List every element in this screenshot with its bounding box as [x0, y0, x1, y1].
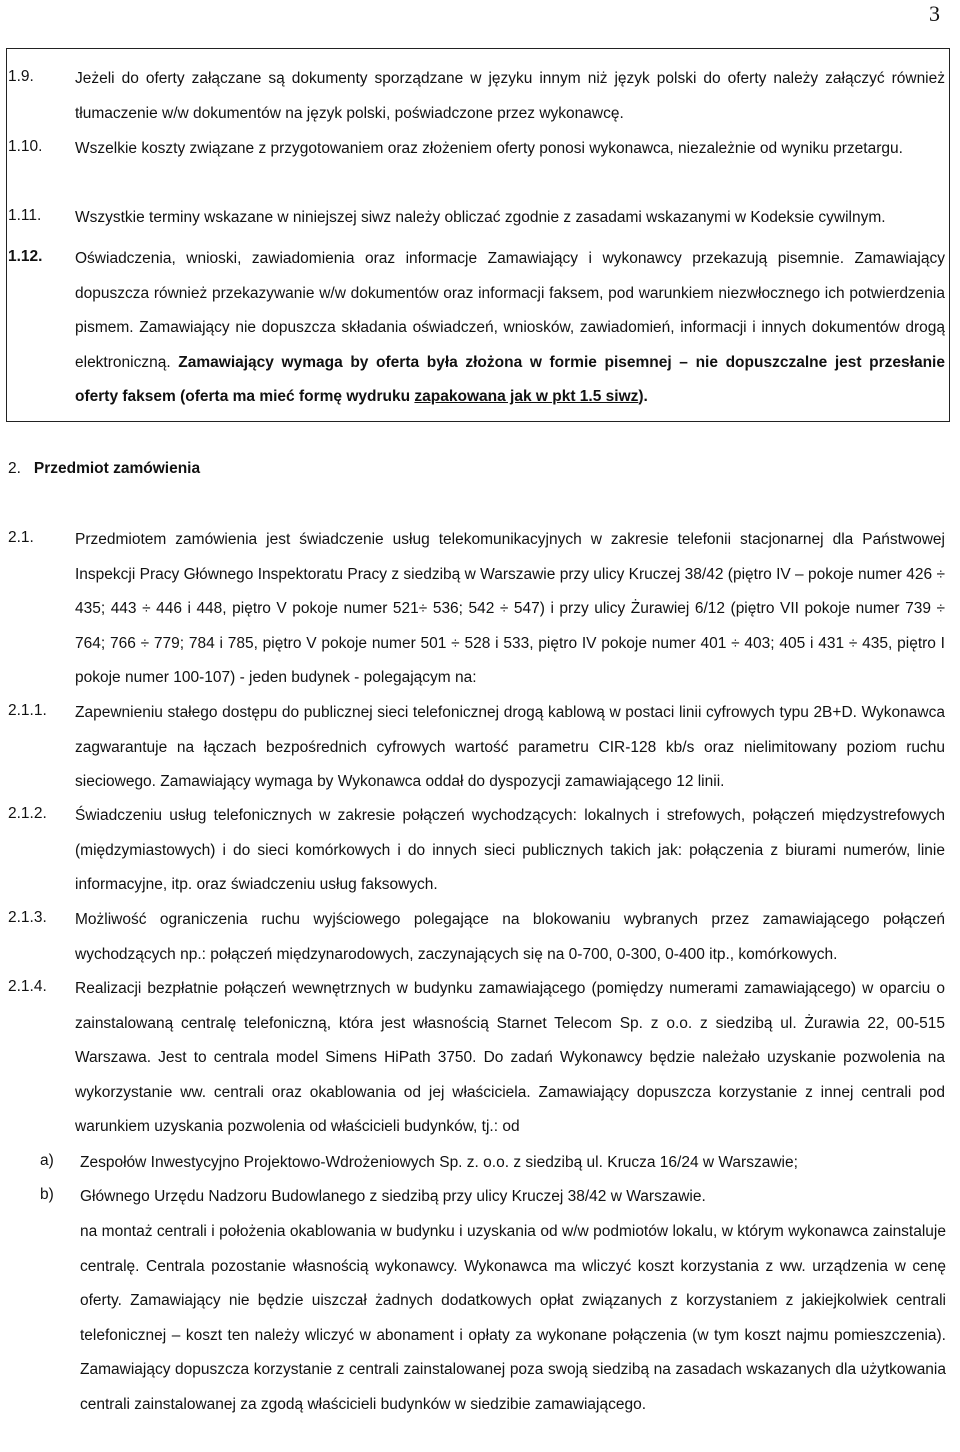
item-number: 2.1.3.: [8, 909, 47, 926]
item-text: Realizacji bezpłatnie połączeń wewnętrznych w budynku zamawiającego (pomiędzy numerami zamawiającego) w oparciu o zainstalowaną centralę telefoniczną, która jest własnością Starnet Telecom Sp. z o.o. z siedzibą ul. Żurawia 22, 00-515 Warszawa. Jest to centrala model Simens HiPath 3750. Do zadań Wykonawcy będzie należało uzyskanie pozwolenia na wykorzystanie ww. centrali oraz okablowania od jej właściciela. Zamawiający dopuszcza korzystanie z innej centrali pod warunkiem uzyskania pozwolenia od właścicieli budynków, tj.: od: [75, 980, 945, 1136]
item-number: 1.12.: [8, 248, 43, 265]
item-text-dash: –: [671, 353, 696, 371]
section-number: 2.: [8, 460, 21, 477]
item-number: 2.1.: [8, 529, 34, 546]
item-text: Możliwość ograniczenia ruchu wyjściowego polegające na blokowaniu wybranych przez zamawiającego połączeń wychodzących np.: połączeń międzynarodowych, zaczynających się na 0-700, 0-300, 0-400 itp., komórkowych.: [75, 911, 945, 963]
item-text: Zespołów Inwestycyjno Projektowo-Wdrożeniowych Sp. z. o.o. z siedzibą ul. Krucza 16/24 w Warszawie;: [80, 1154, 798, 1171]
item-text-bold: Zamawiający wymaga by oferta była złożona w formie pisemnej: [178, 353, 672, 371]
item-text: Wszelkie koszty związane z przygotowaniem oraz złożeniem oferty ponosi wykonawca, niezależnie od wyniku przetargu.: [75, 140, 903, 157]
item-number: 1.11.: [8, 207, 42, 224]
item-number: 2.1.1.: [8, 702, 47, 719]
item-text: Głównego Urzędu Nadzoru Budowlanego z siedzibą przy ulicy Kruczej 38/42 w Warszawie.: [80, 1188, 706, 1205]
item-number: 2.1.4.: [8, 978, 47, 995]
item-number: 1.10.: [8, 138, 43, 155]
page-number: 3: [929, 1, 940, 26]
item-text-bold: ).: [638, 388, 648, 406]
section-title: Przedmiot zamówienia: [33, 460, 201, 477]
item-number: 2.1.2.: [8, 805, 47, 822]
item-text-plain: Oświadczenia, wnioski, zawiadomienia oraz informacje Zamawiający i wykonawcy przekazują pisemnie. Zamawiający dopuszcza również przekazywanie w/w dokumentów oraz informacji faksem, pod warunkiem niezwłocznego ich potwierdzenia pismem. Zamawiający nie dopuszcza składania oświadczeń, wniosków, zawiadomień, informacji i innych dokumentów drogą elektroniczną.: [75, 250, 945, 371]
section-heading: [8, 460, 200, 478]
item-text: Przedmiotem zamówienia jest świadczenie usług telekomunikacyjnych w zakresie telefonii stacjonarnej dla Państwowej Inspekcji Pracy Głównego Inspektoratu Pracy z siedzibą w Warszawie przy ulicy Kruczej 38/42 (piętro IV – pokoje numer 426 ÷ 435; 443 ÷ 446 i 448, piętro V pokoje numer 521÷ 536; 542 ÷ 547) i przy ulicy Żurawiej 6/12 (piętro VII pokoje numer 739 ÷ 764; 766 ÷ 779; 784 i 785, piętro V pokoje numer 501 ÷ 528 i 533, piętro IV pokoje numer 401 ÷ 403; 405 i 431 ÷ 435, piętro I pokoje numer 100-107) - jeden budynek - polegającym na:: [75, 531, 945, 687]
item-text: Zapewnieniu stałego dostępu do publicznej sieci telefonicznej drogą kablową w postaci linii cyfrowych typu 2B+D. Wykonawca zagwarantuje na łączach bezpośrednich cyfrowych wartość parametru CIR-128 kb/s oraz nielimitowany poziom ruchu sieciowego. Zamawiający wymaga by Wykonawca oddał do dyspozycji zamawiającego 12 linii.: [75, 704, 945, 791]
paragraph-text: na montaż centrali i położenia okablowania w budynku i uzyskania od w/w podmiotów lokalu, w którym wykonawca zainstaluje centralę. Centrala pozostanie własnością wykonawcy. Wykonawca ma wliczyć koszt korzystania z ww. urządzenia w cenę oferty. Zamawiający nie będzie uiszczał żadnych dodatkowych opłat związanych z korzystaniem z jakiejkolwiek centrali telefonicznej – koszt ten należy wliczyć w abonament i opłaty za wykonane połączenia (w tym koszt najmu pomieszczenia). Zamawiający dopuszcza korzystanie z centrali zainstalowanej poza swoją siedzibą na zasadach wskazanych dla użytkowania centrali zainstalowanej za zgodą właścicieli budynków w siedzibie zamawiającego.: [80, 1223, 946, 1413]
item-text: Wszystkie terminy wskazane w niniejszej siwz należy obliczać zgodnie z zasadami wskazanymi w Kodeksie cywilnym.: [75, 209, 886, 226]
item-text-bold-underlined: zapakowana jak w pkt 1.5 siwz: [414, 388, 639, 406]
item-text: Świadczeniu usług telefonicznych w zakresie połączeń wychodzących: lokalnych i strefowych, połączeń międzystrefowych (międzymiastowych) i do sieci komórkowych i do innych sieci publicznych takich jak: połączenia z biurami numerów, linie informacyjne, itp. oraz świadczeniu usług faksowych.: [75, 807, 945, 894]
item-text: [75, 242, 945, 415]
item-letter: a): [40, 1152, 54, 1169]
item-letter: b): [40, 1186, 54, 1203]
item-text-bold: nie dopuszczalne jest przesłanie oferty faksem (oferta ma mieć formę wydruku: [75, 353, 945, 406]
item-text: Jeżeli do oferty załączane są dokumenty sporządzane w języku innym niż język polski do oferty należy załączyć również tłumaczenie w/w dokumentów na język polski, poświadczone przez wykonawcę.: [75, 70, 945, 122]
item-number: 1.9.: [8, 68, 34, 85]
